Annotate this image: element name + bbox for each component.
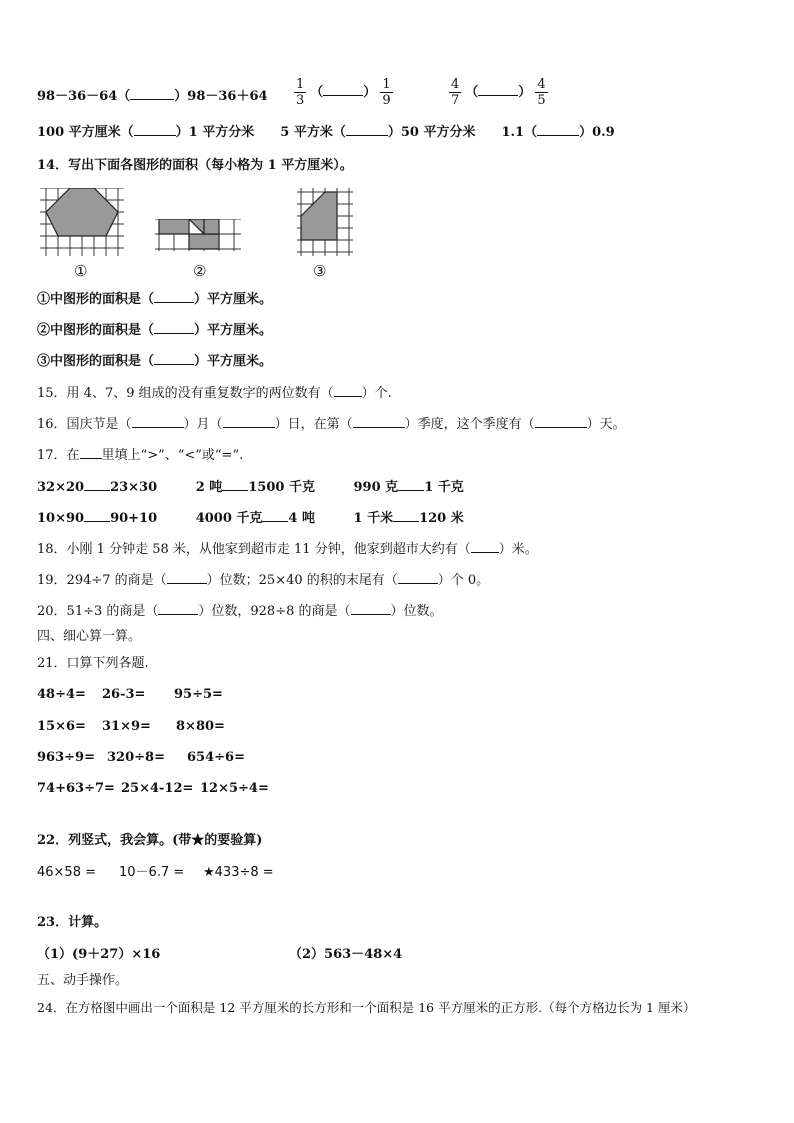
answer-line-2: ②中图形的面积是（ ）平方厘米。 <box>37 323 273 338</box>
answer-blank[interactable] <box>154 302 194 303</box>
fraction: $\frac{1}{9}$ <box>382 77 391 108</box>
shaded-trapezoid <box>301 192 337 240</box>
figure-1-label: ① <box>74 262 88 280</box>
answer-blank[interactable] <box>398 583 438 584</box>
answer-blank[interactable] <box>154 333 194 334</box>
shaded-l-shape <box>159 219 189 234</box>
compare-row-2: 100 平方厘米（ ）1 平方分米 5 平方米（ ）50 平方分米 1.1（ ）0.9 <box>37 125 615 140</box>
answer-blank[interactable] <box>471 552 499 553</box>
question-17-row-1: 32×20 23×30 2 吨 1500 千克 990 克 1 千克 <box>37 480 464 495</box>
question-15: 15．用 4、7、9 组成的没有重复数字的两位数有（ ）个. <box>37 386 392 401</box>
answer-blank[interactable] <box>537 135 579 136</box>
answer-blank[interactable] <box>222 490 248 491</box>
answer-blank[interactable] <box>167 583 207 584</box>
answer-blank[interactable] <box>134 135 176 136</box>
question-21-title: 21．口算下列各题. <box>37 656 149 671</box>
answer-blank[interactable] <box>154 364 194 365</box>
answer-blank[interactable] <box>353 427 405 428</box>
answer-blank[interactable] <box>223 427 275 428</box>
section-4-heading: 四、细心算一算。 <box>37 629 142 644</box>
answer-blank[interactable] <box>84 490 110 491</box>
answer-blank[interactable] <box>84 521 110 522</box>
figure-2-label: ② <box>193 262 207 280</box>
fraction-compare-1: $\frac{1}{3}$ （ ） $\frac{1}{9}$ <box>296 77 391 108</box>
answer-blank[interactable] <box>323 95 363 96</box>
answer-blank[interactable] <box>478 95 518 96</box>
figure-3-grid <box>297 188 353 256</box>
question-23-title: 23．计算。 <box>37 915 108 930</box>
answer-blank[interactable] <box>393 521 419 522</box>
compare-row-1 <box>37 88 268 106</box>
answer-blank[interactable] <box>346 135 388 136</box>
shaded-hexagon <box>46 188 118 236</box>
figure-2-grid <box>155 219 241 251</box>
answer-blank[interactable] <box>130 99 174 100</box>
answer-blank[interactable] <box>351 614 391 615</box>
question-19: 19．294÷7 的商是（ ）位数；25×40 的积的末尾有（ ）个 0。 <box>37 573 490 588</box>
fraction: $\frac{4}{7}$ <box>451 77 460 108</box>
question-16: 16．国庆节是（ ）月（ ）日，在第（ ）季度，这个季度有（ ）天。 <box>37 417 626 432</box>
answer-blank[interactable] <box>132 427 184 428</box>
fraction: $\frac{1}{3}$ <box>296 77 305 108</box>
question-17-row-2: 10×90 90+10 4000 千克 4 吨 1 千米 120 米 <box>37 511 464 526</box>
question-24: 24．在方格图中画出一个面积是 12 平方厘米的长方形和一个面积是 16 平方厘米的正方形.（每个方格边长为 1 厘米） <box>37 1000 696 1015</box>
question-22-items: 46×58 = 10－6.7 = ★433÷8 = <box>37 865 274 880</box>
oral-row-1: 48÷4= 26-3= 95÷5= <box>37 687 223 702</box>
figure-1-grid <box>40 188 124 256</box>
question-14-title: 14．写出下面各图形的面积（每小格为 1 平方厘米）。 <box>37 158 353 173</box>
answer-blank[interactable] <box>158 614 198 615</box>
fraction: $\frac{4}{5}$ <box>537 77 546 108</box>
question-17-title: 17．在 里填上“>”、“<”或“=”. <box>37 448 244 463</box>
oral-row-3: 963÷9= 320÷8= 654÷6= <box>37 750 245 765</box>
section-5-heading: 五、动手操作。 <box>37 973 129 988</box>
answer-blank[interactable] <box>262 521 288 522</box>
question-20: 20．51÷3 的商是（ ）位数，928÷8 的商是（ ）位数。 <box>37 604 443 619</box>
figure-3-label: ③ <box>313 262 327 280</box>
answer-blank[interactable] <box>334 396 362 397</box>
expr-right: ）98－36＋64 <box>174 89 268 104</box>
oral-row-2: 15×6= 31×9= 8×80= <box>37 719 225 734</box>
oral-row-4: 74+63÷7= 25×4-12= 12×5÷4= <box>37 781 269 796</box>
expr-left: 98－36－64（ <box>37 89 131 104</box>
answer-blank[interactable] <box>535 427 587 428</box>
answer-blank[interactable] <box>398 490 424 491</box>
question-23-items: （1）(9＋27）×16 （2）563－48×4 <box>37 947 403 962</box>
question-18: 18．小刚 1 分钟走 58 米，从他家到超市走 11 分钟，他家到超市大约有（ ）米。 <box>37 542 538 557</box>
answer-line-1: ①中图形的面积是（ ）平方厘米。 <box>37 292 273 307</box>
question-22-title: 22．列竖式，我会算。(带★的要验算) <box>37 833 263 848</box>
fraction-compare-2: $\frac{4}{7}$ （ ） $\frac{4}{5}$ <box>451 77 546 108</box>
answer-line-3: ③中图形的面积是（ ）平方厘米。 <box>37 354 273 369</box>
